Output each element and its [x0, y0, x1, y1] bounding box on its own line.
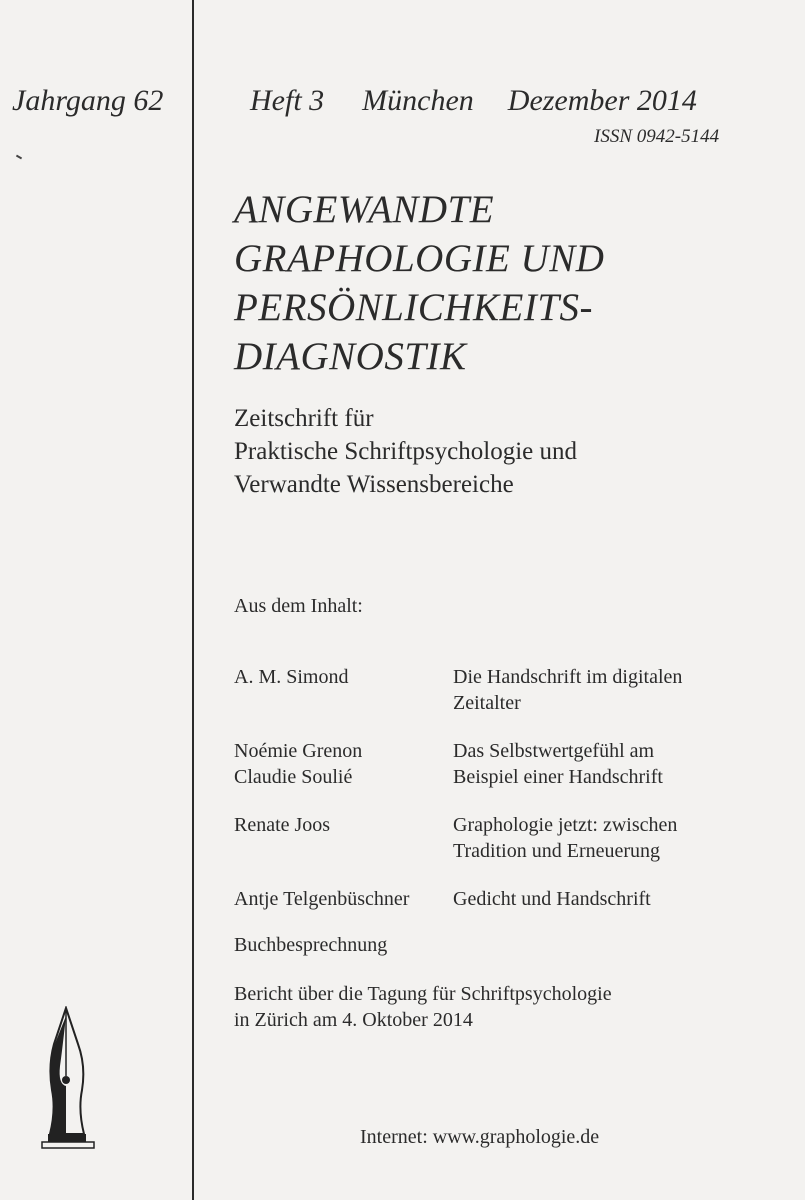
title-line: DIAGNOSTIK: [234, 335, 467, 378]
subtitle-line: Zeitschrift für: [234, 405, 374, 432]
title-line: ANGEWANDTE: [234, 188, 495, 231]
issn-label: ISSN 0942-5144: [594, 126, 720, 147]
entry-authors: [234, 886, 453, 912]
title-line: Zeitalter: [453, 692, 521, 714]
title-line: Die Handschrift im digitalen: [453, 666, 683, 688]
website-link[interactable]: Internet: www.graphologie.de: [360, 1126, 600, 1148]
volume-label: Jahrgang 62: [12, 84, 164, 117]
contents-entry: [234, 886, 774, 912]
report-line: Bericht über die Tagung für Schriftpsychologie: [234, 983, 612, 1005]
author-name: Antje Telgenbüschner: [234, 888, 410, 910]
issue-date: Dezember 2014: [507, 84, 697, 117]
title-line: GRAPHOLOGIE UND: [234, 237, 605, 280]
issue-number: Heft 3: [250, 84, 325, 117]
contents-entry: [234, 664, 774, 716]
report-line: in Zürich am 4. Oktober 2014: [234, 1009, 473, 1031]
issue-header: [250, 84, 697, 118]
entry-authors: [234, 664, 453, 716]
subtitle-line: Verwandte Wissensbereiche: [234, 471, 514, 498]
subtitle-line: Praktische Schriftpsychologie und: [234, 438, 577, 465]
title-line: Tradition und Erneuerung: [453, 840, 661, 862]
table-of-contents: [234, 664, 774, 1033]
fountain-pen-nib-icon: [40, 1006, 96, 1161]
entry-title: [453, 738, 774, 790]
speck-mark: [16, 155, 22, 160]
journal-title: [234, 185, 604, 381]
title-line: PERSÖNLICHKEITS-: [234, 286, 593, 329]
vertical-divider-line: [192, 0, 194, 1200]
entry-title: [453, 664, 774, 716]
author-name: Claudie Soulié: [234, 766, 353, 788]
title-line: Graphologie jetzt: zwischen: [453, 814, 678, 836]
journal-subtitle: [234, 402, 577, 501]
issue-city: München: [362, 84, 474, 117]
author-name: A. M. Simond: [234, 666, 349, 688]
title-line: Das Selbstwertgefühl am: [453, 740, 655, 762]
contents-entry: [234, 738, 774, 790]
author-name: Noémie Grenon: [234, 740, 363, 762]
entry-authors: [234, 812, 453, 864]
book-review-entry: Buchbesprechnung: [234, 934, 388, 956]
title-line: Beispiel einer Handschrift: [453, 766, 663, 788]
author-name: Renate Joos: [234, 814, 331, 836]
contents-heading: Aus dem Inhalt:: [234, 595, 363, 617]
entry-authors: [234, 738, 453, 790]
entry-title: [453, 886, 774, 912]
entry-title: [453, 812, 774, 864]
contents-entry: [234, 812, 774, 864]
title-line: Gedicht und Handschrift: [453, 888, 651, 910]
report-entry: [234, 981, 774, 1033]
